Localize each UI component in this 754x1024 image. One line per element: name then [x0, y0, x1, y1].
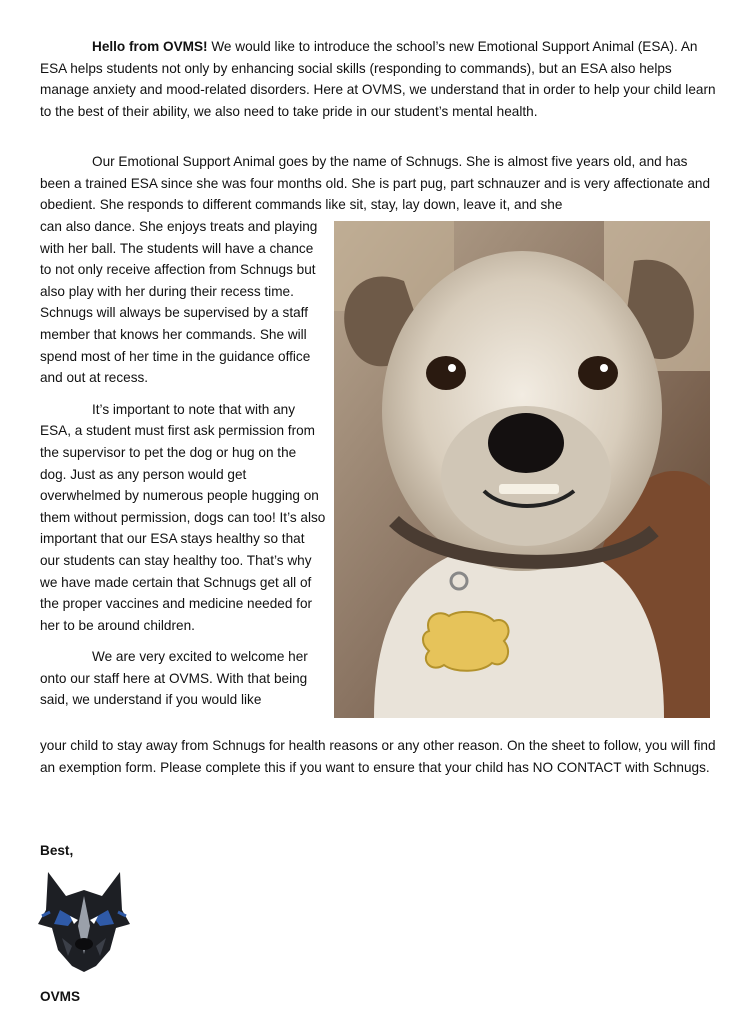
- dog-illustration: [334, 221, 710, 718]
- intro-text: We would like to introduce the school’s new Emotional Support Animal (ESA). An ESA helps students not only by enhancing social skills (responding to commands), but an ESA also helps manage anxiety and mood-related disorders. Here at OVMS, we understand that in order to help your child learn to the best of their ability, we also need to take pride in our student’s mental health.: [40, 39, 716, 119]
- paragraph-welcome: We are very excited to welcome her onto our staff here at OVMS. With that being said, we understand if you would like: [40, 649, 308, 708]
- paragraph-intro: [40, 36, 716, 122]
- paragraph-welcome-continued: [40, 735, 716, 778]
- side-column: [40, 216, 326, 711]
- about-text: Our Emotional Support Animal goes by the name of Schnugs. She is almost five years old, and has been a trained ESA since she was four months old. She is part pug, part schnauzer and is very affectionate and obedient. She responds to different commands like sit, stay, lay down, leave it, and she: [40, 154, 711, 213]
- paragraph-permission: It’s important to note that with any ESA, a student must first ask permission from the supervisor to pet the dog or hug on the dog. Just as any person would get overwhelmed by numerous people hugging on them without permission, dogs can too! It’s also important that our ESA stays healthy so that our students can stay healthy too. That’s why we have made certain that Schnugs get all of the proper vaccines and medicine needed for her to be around children.: [40, 401, 326, 633]
- welcome-text-continued: your child to stay away from Schnugs for health reasons or any other reason. On the sheet to follow, you will find an exemption form. Please complete this if you want to ensure that your child has NO CONTACT with Schnugs.: [40, 738, 716, 775]
- dog-photo: [334, 221, 710, 718]
- closing: Best,: [40, 843, 74, 858]
- signature: OVMS: [40, 989, 81, 1004]
- about-text-continued: can also dance. She enjoys treats and playing with her ball. The students will have a chance to not only receive affection from Schnugs but also play with her during their recess time. Schnugs will always be supervised by a staff member that knows her commands. She will spend most of her time in the guidance office and out at recess.: [40, 219, 318, 386]
- wolf-logo: [38, 866, 130, 974]
- greeting: Hello from OVMS!: [92, 39, 208, 54]
- paragraph-about-schnugs: [40, 151, 716, 216]
- wolf-icon: [38, 866, 130, 974]
